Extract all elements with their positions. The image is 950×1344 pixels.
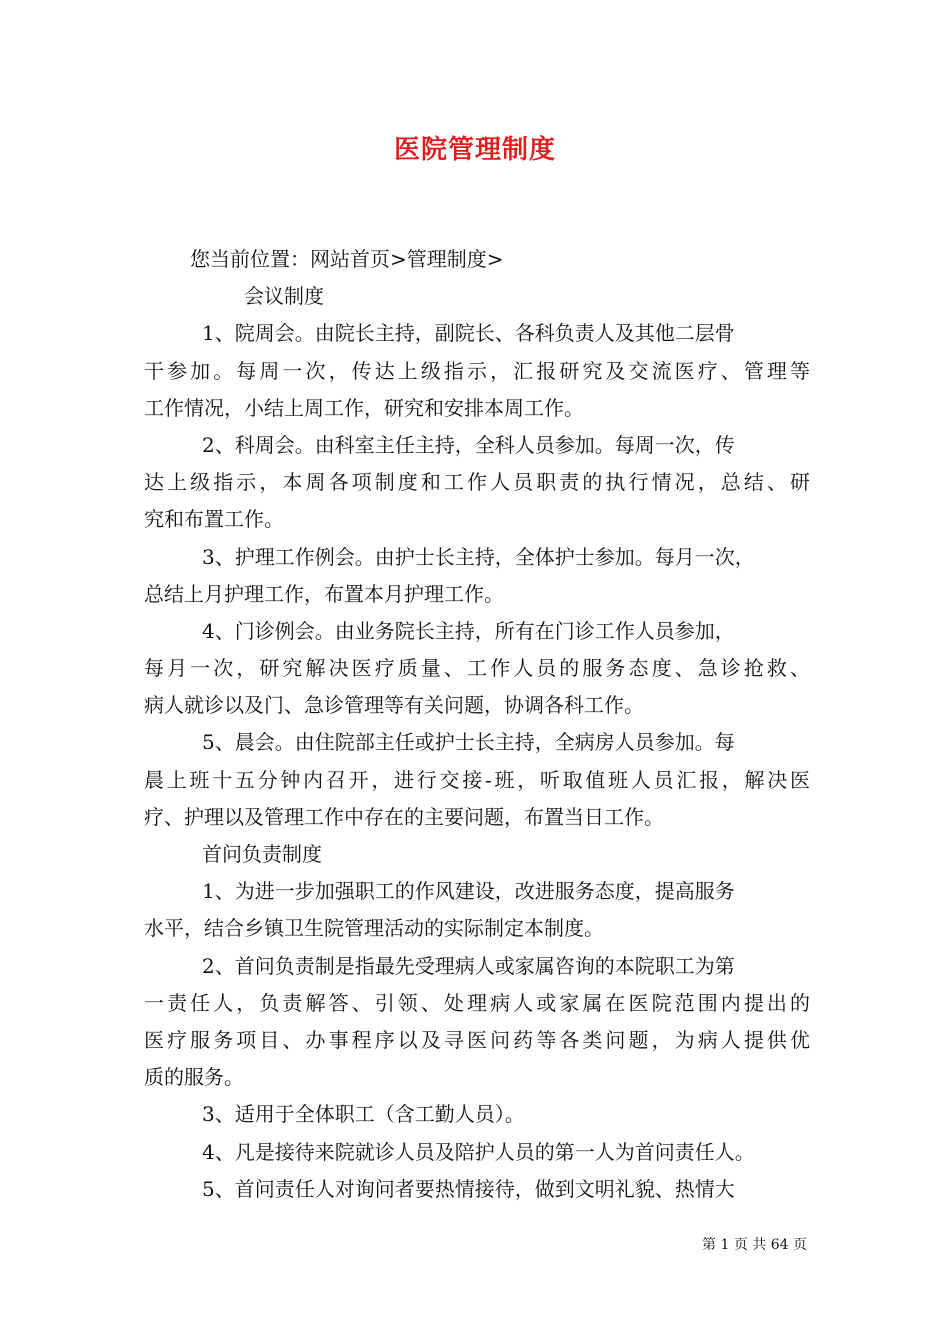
paragraph-line: 1、院周会。由院长主持，副院长、各科负责人及其他二层骨 (202, 321, 735, 346)
paragraph-line: 3、护理工作例会。由护士长主持，全体护士参加。每月一次， (202, 544, 755, 569)
paragraph-line: 总结上月护理工作，布置本月护理工作。 (144, 581, 504, 606)
paragraph-line: 质的服务。 (144, 1065, 244, 1090)
paragraph-line: 4、凡是接待来院就诊人员及陪护人员的第一人为首问责任人。 (202, 1139, 755, 1164)
paragraph-line: 水平，结合乡镇卫生院管理活动的实际制定本制度。 (144, 916, 604, 941)
page-number: 第 1 页 共 64 页 (702, 1237, 807, 1253)
paragraph-line: 每月一次，研究解决医疗质量、工作人员的服务态度、急诊抢救、 (144, 656, 810, 681)
page-title: 医院管理制度 (393, 135, 556, 165)
document-body (144, 241, 810, 1208)
paragraph-line: 工作情况，小结上周工作，研究和安排本周工作。 (144, 395, 584, 420)
paragraph-line: 5、晨会。由住院部主任或护士长主持，全病房人员参加。每 (202, 730, 735, 755)
paragraph-line: 5、首问责任人对询问者要热情接待，做到文明礼貌、热情大 (202, 1176, 735, 1201)
section-heading: 会议制度 (244, 284, 324, 309)
paragraph-line: 一责任人，负责解答、引领、处理病人或家属在医院范围内提出的 (144, 990, 810, 1015)
paragraph-line: 晨上班十五分钟内召开，进行交接-班，听取值班人员汇报，解决医 (144, 767, 810, 792)
paragraph-line: 医疗服务项目、办事程序以及寻医问药等各类问题，为病人提供优 (144, 1027, 810, 1052)
section-heading: 首问负责制度 (202, 842, 322, 866)
paragraph-line: 干参加。每周一次，传达上级指示，汇报研究及交流医疗、管理等 (144, 358, 810, 383)
paragraph-line: 1、为进一步加强职工的作风建设，改进服务态度，提高服务 (202, 879, 735, 904)
paragraph-line: 病人就诊以及门、急诊管理等有关问题，协调各科工作。 (144, 693, 644, 718)
paragraph-line: 3、适用于全体职工（含工勤人员）。 (202, 1102, 525, 1127)
paragraph-line: 4、门诊例会。由业务院长主持，所有在门诊工作人员参加， (202, 618, 735, 643)
breadcrumb: 您当前位置：网站首页>管理制度> (190, 247, 504, 271)
paragraph-line: 疗、护理以及管理工作中存在的主要问题，布置当日工作。 (144, 804, 664, 829)
paragraph-line: 2、首问负责制是指最先受理病人或家属咨询的本院职工为第 (202, 953, 735, 978)
paragraph-line: 2、科周会。由科室主任主持，全科人员参加。每周一次，传 (202, 432, 735, 457)
paragraph-line: 究和布置工作。 (144, 507, 284, 532)
paragraph-line: 达上级指示，本周各项制度和工作人员职责的执行情况，总结、研 (144, 470, 810, 495)
